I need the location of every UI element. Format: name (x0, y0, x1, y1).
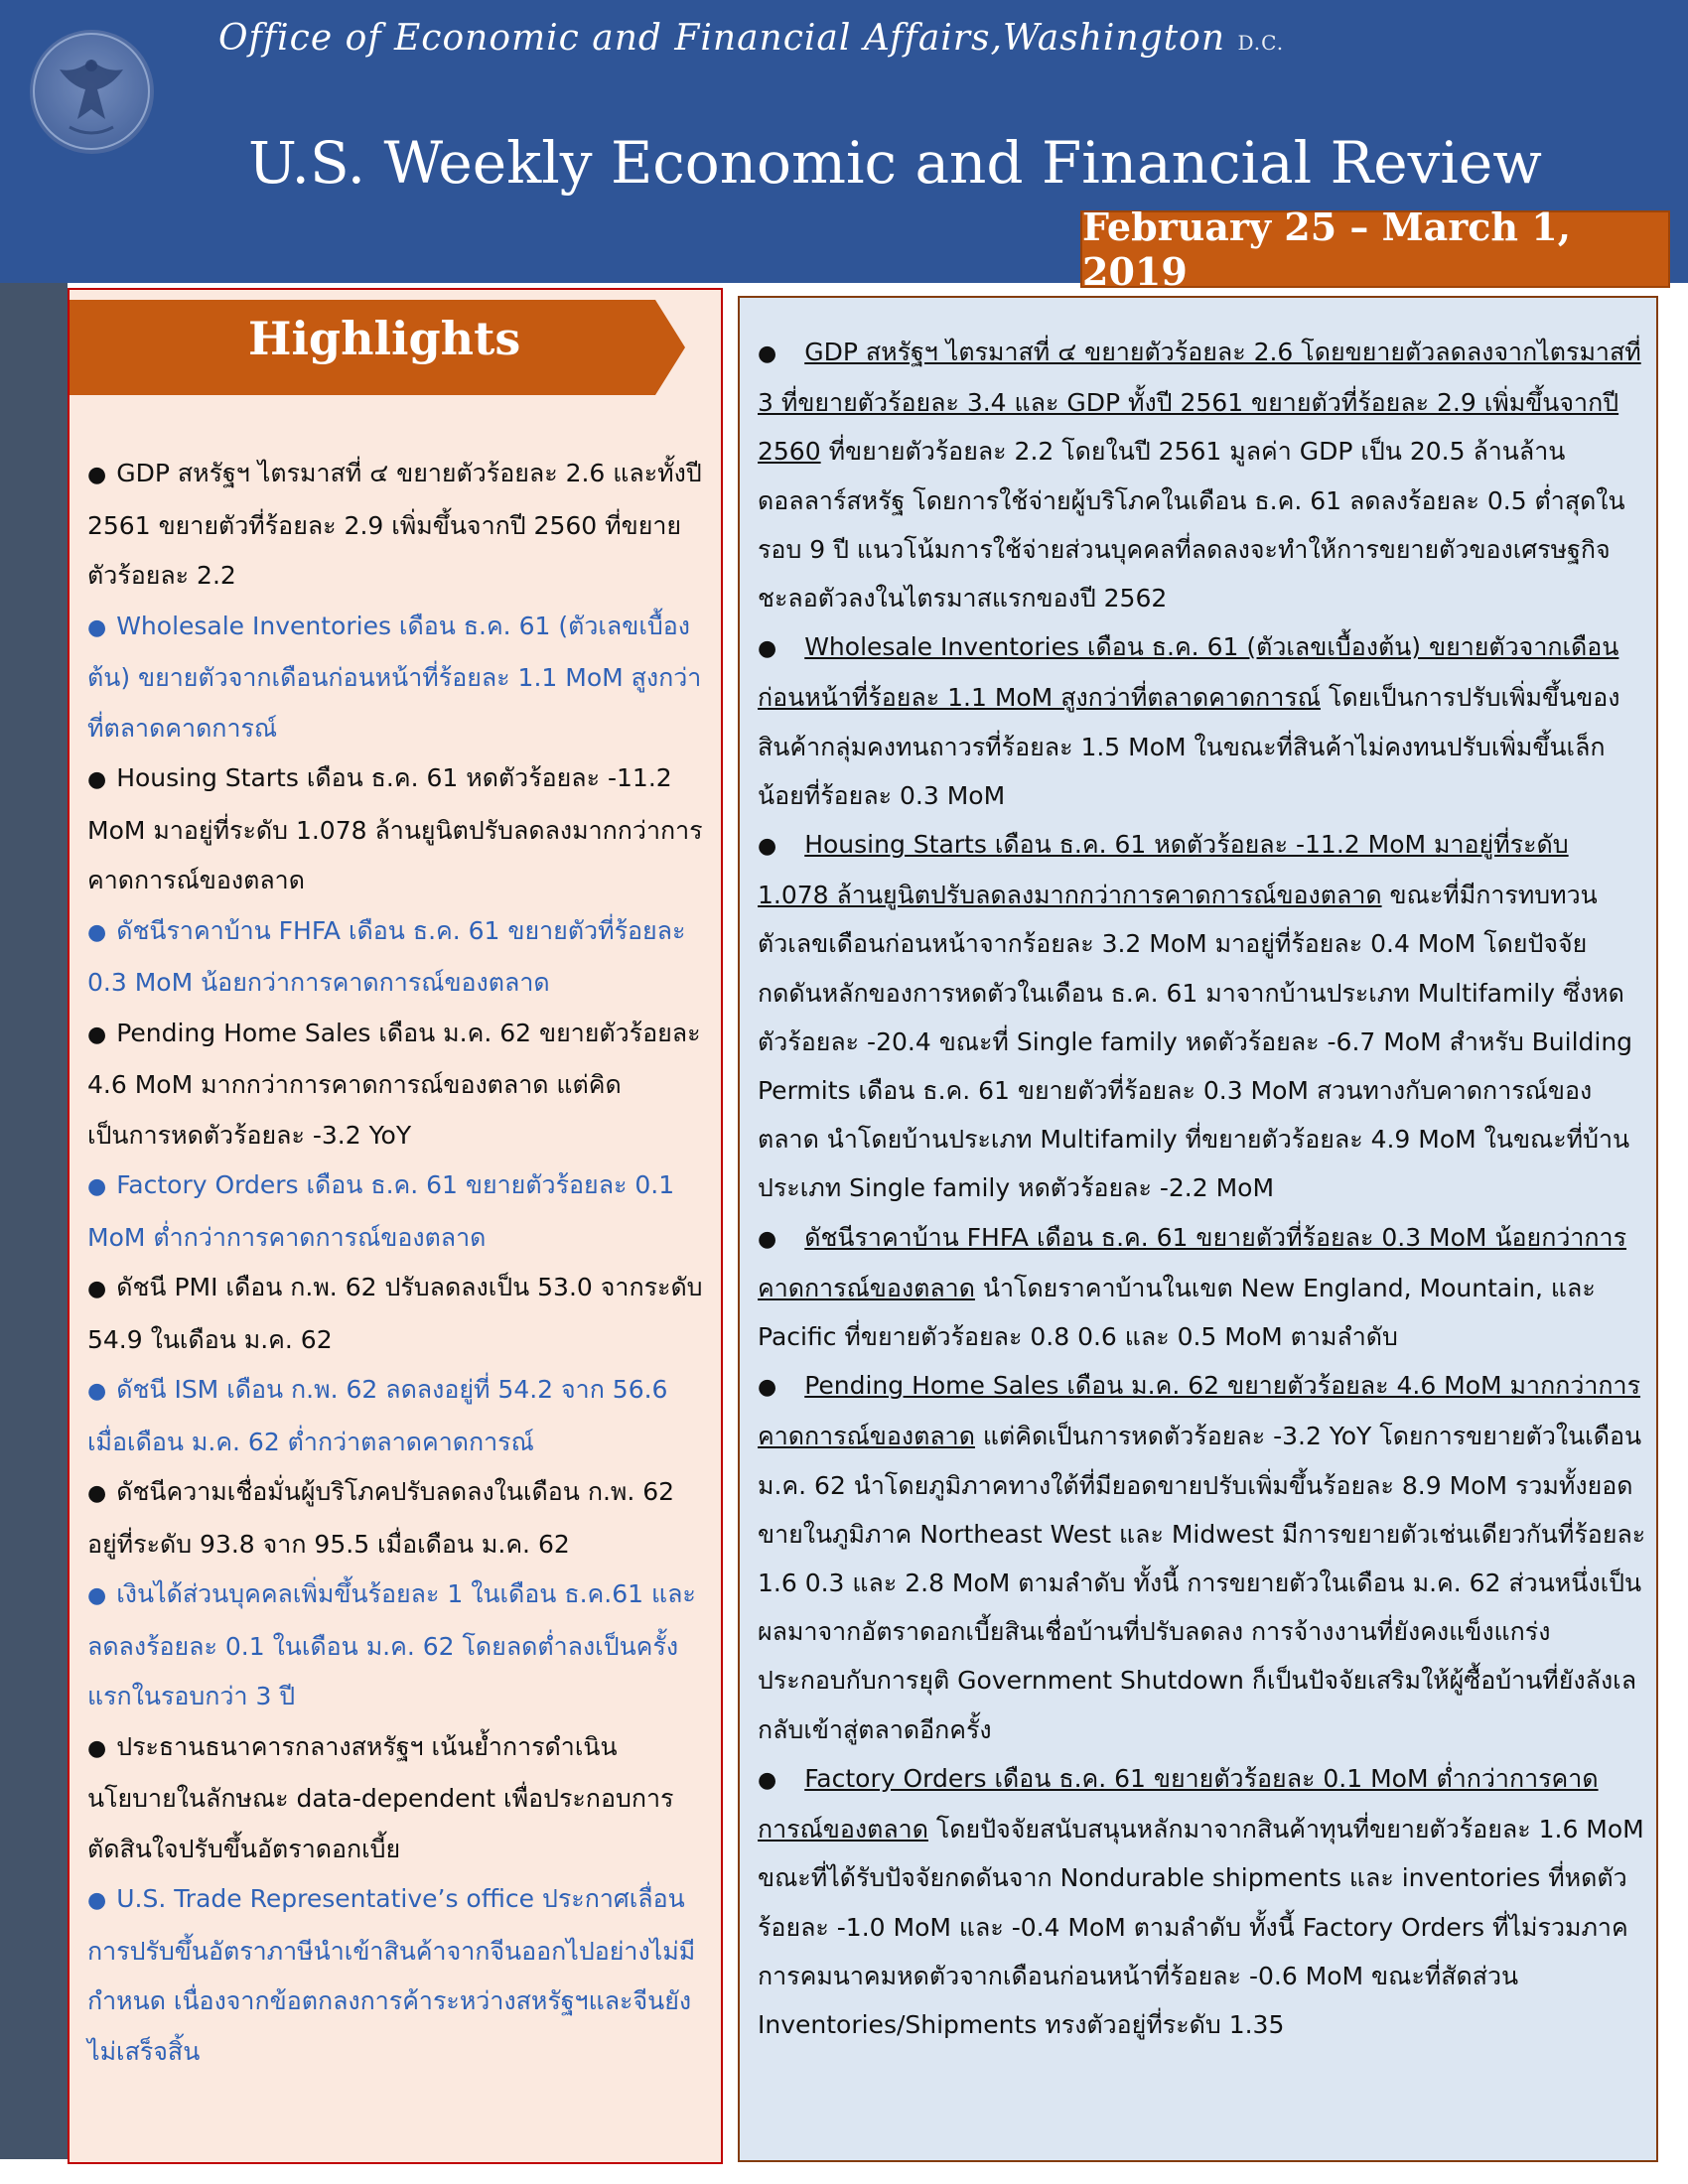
highlights-title: Highlights (248, 312, 521, 365)
office-name: Office of Economic and Financial Affairs,Washington D.C. (218, 18, 1285, 59)
detail-body: แต่คิดเป็นการหดตัวร้อยละ -3.2 YoY โดยการขยายตัวในเดือน ม.ค. 62 นำโดยภูมิภาคทางใต้ที่มียอดขายปรับเพิ่มขึ้นร้อยละ 8.9 MoM รวมทั้งยอดขายในภูมิภาค Northeast West และ Midwest มีการขยายตัวเช่นเดียวกันที่ร้อยละ 1.6 0.3 และ 2.8 MoM ตามลำดับ ทั้งนี้ การขยายตัวในเดือน ม.ค. 62 ส่วนหนึ่งเป็นผลมาจากอัตราดอกเบี้ยสินเชื่อบ้านที่ปรับลดลง การจ้างงานที่ยังคงแข็งแกร่ง ประกอบกับการยุติ Government Shutdown ก็เป็นปัจจัยเสริมให้ผู้ซื้อบ้านที่ยังลังเลกลับเข้าสู่ตลาดอีกครั้ง (758, 1422, 1646, 1744)
highlight-text: ดัชนี ISM เดือน ก.พ. 62 ลดลงอยู่ที่ 54.2 จาก 56.6 เมื่อเดือน ม.ค. 62 ต่ำกว่าตลาดคาดการณ์ (87, 1375, 668, 1456)
highlight-item (87, 1365, 703, 1467)
bullet-icon: ● (87, 1583, 107, 1608)
detail-paragraph (758, 328, 1646, 622)
bullet-icon: ● (758, 834, 777, 860)
detail-paragraph (758, 1361, 1646, 1754)
report-title: U.S. Weekly Economic and Financial Review (248, 129, 1542, 197)
detail-body: ที่ขยายตัวร้อยละ 2.2 โดยในปี 2561 มูลค่า GDP เป็น 20.5 ล้านล้านดอลลาร์สหรัฐ โดยการใช้จ่ายผู้บริโภคในเดือน ธ.ค. 61 ลดลงร้อยละ 0.5 ต่ำสุดในรอบ 9 ปี แนวโน้มการใช้จ่ายส่วนบุคคลที่ลดลงจะทำให้การขยายตัวของเศรษฐกิจชะลอตัวลงในไตรมาสแรกของปี 2562 (758, 437, 1625, 614)
bullet-icon: ● (87, 1174, 107, 1199)
highlight-text: Pending Home Sales เดือน ม.ค. 62 ขยายตัวร้อยละ 4.6 MoM มากกว่าการคาดการณ์ของตลาด แต่คิดเป็นการหดตัวร้อยละ -3.2 YoY (87, 1018, 701, 1150)
detail-headline: Pending Home Sales เดือน ม.ค. 62 ขยายตัวร้อยละ 4.6 MoM มากกว่าการคาดการณ์ของตลาด (758, 1371, 1641, 1451)
highlight-text: GDP สหรัฐฯ ไตรมาสที่ ๔ ขยายตัวร้อยละ 2.6 และทั้งปี 2561 ขยายตัวที่ร้อยละ 2.9 เพิ่มขึ้นจากปี 2560 ที่ขยายตัวร้อยละ 2.2 (87, 459, 702, 590)
highlight-item (87, 1009, 703, 1161)
bullet-icon: ● (758, 1767, 777, 1793)
highlight-item (87, 1160, 703, 1263)
highlight-text: Wholesale Inventories เดือน ธ.ค. 61 (ตัวเลขเบื้องต้น) ขยายตัวจากเดือนก่อนหน้าที่ร้อยละ 1.1 MoM สูงกว่าที่ตลาดคาดการณ์ (87, 611, 702, 743)
detail-paragraph (758, 820, 1646, 1213)
highlight-item (87, 1263, 703, 1365)
detail-body: โดยปัจจัยสนับสนุนหลักมาจากสินค้าทุนที่ขยายตัวร้อยละ 1.6 MoM ขณะที่ได้รับปัจจัยกดดันจาก Nondurable shipments และ inventories ที่หดตัวร้อยละ -1.0 MoM และ -0.4 MoM ตามลำดับ ทั้งนี้ Factory Orders ที่ไม่รวมภาคการคมนาคมหดตัวจากเดือนก่อนหน้าที่ร้อยละ -0.6 MoM ขณะที่สัดส่วน Inventories/Shipments ทรงตัวอยู่ที่ระดับ 1.35 (758, 1815, 1644, 2039)
highlight-text: U.S. Trade Representative’s office ประกาศเลื่อนการปรับขึ้นอัตราภาษีนำเข้าสินค้าจากจีนออกไปอย่างไม่มีกำหนด เนื่องจากข้อตกลงการค้าระหว่างสหรัฐฯและจีนยังไม่เสร็จสิ้น (87, 1884, 696, 2066)
highlight-text: เงินได้ส่วนบุคคลเพิ่มขึ้นร้อยละ 1 ในเดือน ธ.ค.61 และลดลงร้อยละ 0.1 ในเดือน ม.ค. 62 โดยลดต่ำลงเป็นครั้งแรกในรอบกว่า 3 ปี (87, 1579, 696, 1710)
bullet-icon: ● (758, 341, 777, 366)
detail-paragraph (758, 1754, 1646, 2049)
detail-headline: Housing Starts เดือน ธ.ค. 61 หดตัวร้อยละ -11.2 MoM มาอยู่ที่ระดับ 1.078 ล้านยูนิตปรับลดลงมากกว่าการคาดการณ์ของตลาด (758, 830, 1569, 910)
bullet-icon: ● (758, 1375, 777, 1401)
bullet-icon: ● (87, 1888, 107, 1913)
highlight-text: Housing Starts เดือน ธ.ค. 61 หดตัวร้อยละ -11.2 MoM มาอยู่ที่ระดับ 1.078 ล้านยูนิตปรับลดลงมากกว่าการคาดการณ์ของตลาด (87, 763, 703, 894)
detail-headline: Wholesale Inventories เดือน ธ.ค. 61 (ตัวเลขเบื้องต้น) ขยายตัวจากเดือนก่อนหน้าที่ร้อยละ 1.1 MoM สูงกว่าที่ตลาดคาดการณ์ (758, 632, 1619, 713)
highlight-text: ดัชนีความเชื่อมั่นผู้บริโภคปรับลดลงในเดือน ก.พ. 62 อยู่ที่ระดับ 93.8 จาก 95.5 เมื่อเดือน ม.ค. 62 (87, 1477, 675, 1559)
bullet-icon: ● (87, 767, 107, 792)
highlight-item (87, 449, 703, 602)
highlight-item (87, 1570, 703, 1722)
bullet-icon: ● (87, 1379, 107, 1404)
highlight-text: ประธานธนาคารกลางสหรัฐฯ เน้นย้ำการดำเนินนโยบายในลักษณะ data-dependent เพื่อประกอบการตัดสินใจปรับขึ้นอัตราดอกเบี้ย (87, 1731, 674, 1863)
left-sidebar-bar (0, 283, 68, 2159)
detail-headline: Factory Orders เดือน ธ.ค. 61 ขยายตัวร้อยละ 0.1 MoM ต่ำกว่าการคาดการณ์ของตลาด (758, 1763, 1599, 1844)
bullet-icon: ● (87, 919, 107, 945)
highlight-item (87, 1467, 703, 1570)
highlight-text: Factory Orders เดือน ธ.ค. 61 ขยายตัวร้อยละ 0.1 MoM ต่ำกว่าการคาดการณ์ของตลาด (87, 1170, 675, 1252)
bullet-icon: ● (758, 636, 777, 662)
detail-body: นำโดยราคาบ้านในเขต New England, Mountain, และ Pacific ที่ขยายตัวร้อยละ 0.8 0.6 และ 0.5 MoM ตามลำดับ (758, 1273, 1596, 1352)
highlights-list (87, 449, 703, 2077)
highlight-text: ดัชนีราคาบ้าน FHFA เดือน ธ.ค. 61 ขยายตัวที่ร้อยละ 0.3 MoM น้อยกว่าการคาดการณ์ของตลาด (87, 915, 686, 997)
highlights-panel (68, 288, 723, 2164)
bullet-icon: ● (87, 1481, 107, 1506)
eagle-seal-icon (30, 30, 154, 154)
bullet-icon: ● (87, 1277, 107, 1301)
detail-paragraph (758, 1213, 1646, 1362)
highlight-text: ดัชนี PMI เดือน ก.พ. 62 ปรับลดลงเป็น 53.0 จากระดับ 54.9 ในเดือน ม.ค. 62 (87, 1273, 703, 1354)
bullet-icon: ● (87, 614, 107, 640)
detail-body: โดยเป็นการปรับเพิ่มขึ้นของสินค้ากลุ่มคงทนถาวรที่ร้อยละ 1.5 MoM ในขณะที่สินค้าไม่คงทนปรับเพิ่มขึ้นเล็กน้อยที่ร้อยละ 0.3 MoM (758, 683, 1620, 810)
highlight-item (87, 1874, 703, 2077)
highlight-item (87, 602, 703, 754)
detail-body: ขณะที่มีการทบทวนตัวเลขเดือนก่อนหน้าจากร้อยละ 3.2 MoM มาอยู่ที่ร้อยละ 0.4 MoM โดยปัจจัยกดดันหลักของการหดตัวในเดือน ธ.ค. 61 มาจากบ้านประเภท Multifamily ซึ่งหดตัวร้อยละ -20.4 ขณะที่ Single family หดตัวร้อยละ -6.7 MoM สำหรับ Building Permits เดือน ธ.ค. 61 ขยายตัวที่ร้อยละ 0.3 MoM สวนทางกับคาดการณ์ของตลาด นำโดยบ้านประเภท Multifamily ที่ขยายตัวร้อยละ 4.9 MoM ในขณะที่บ้านประเภท Single family หดตัวร้อยละ -2.2 MoM (758, 881, 1633, 1203)
highlight-item (87, 753, 703, 906)
highlight-item (87, 906, 703, 1009)
highlight-item (87, 1722, 703, 1875)
details-list (758, 328, 1646, 2049)
header-banner (0, 0, 1688, 294)
detail-headline: ดัชนีราคาบ้าน FHFA เดือน ธ.ค. 61 ขยายตัวที่ร้อยละ 0.3 MoM น้อยกว่าการคาดการณ์ของตลาด (758, 1222, 1627, 1302)
date-range-badge: February 25 – March 1, 2019 (1080, 210, 1670, 288)
details-panel (738, 296, 1658, 2162)
bullet-icon: ● (87, 1022, 107, 1047)
bullet-icon: ● (87, 1735, 107, 1761)
detail-headline: GDP สหรัฐฯ ไตรมาสที่ ๔ ขยายตัวร้อยละ 2.6 โดยขยายตัวลดลงจากไตรมาสที่ 3 ที่ขยายตัวร้อยละ 3.4 และ GDP ทั้งปี 2561 ขยายตัวที่ร้อยละ 2.9 เพิ่มขึ้นจากปี 2560 (758, 338, 1641, 467)
bullet-icon: ● (87, 463, 107, 487)
bullet-icon: ● (758, 1226, 777, 1252)
detail-paragraph (758, 622, 1646, 820)
